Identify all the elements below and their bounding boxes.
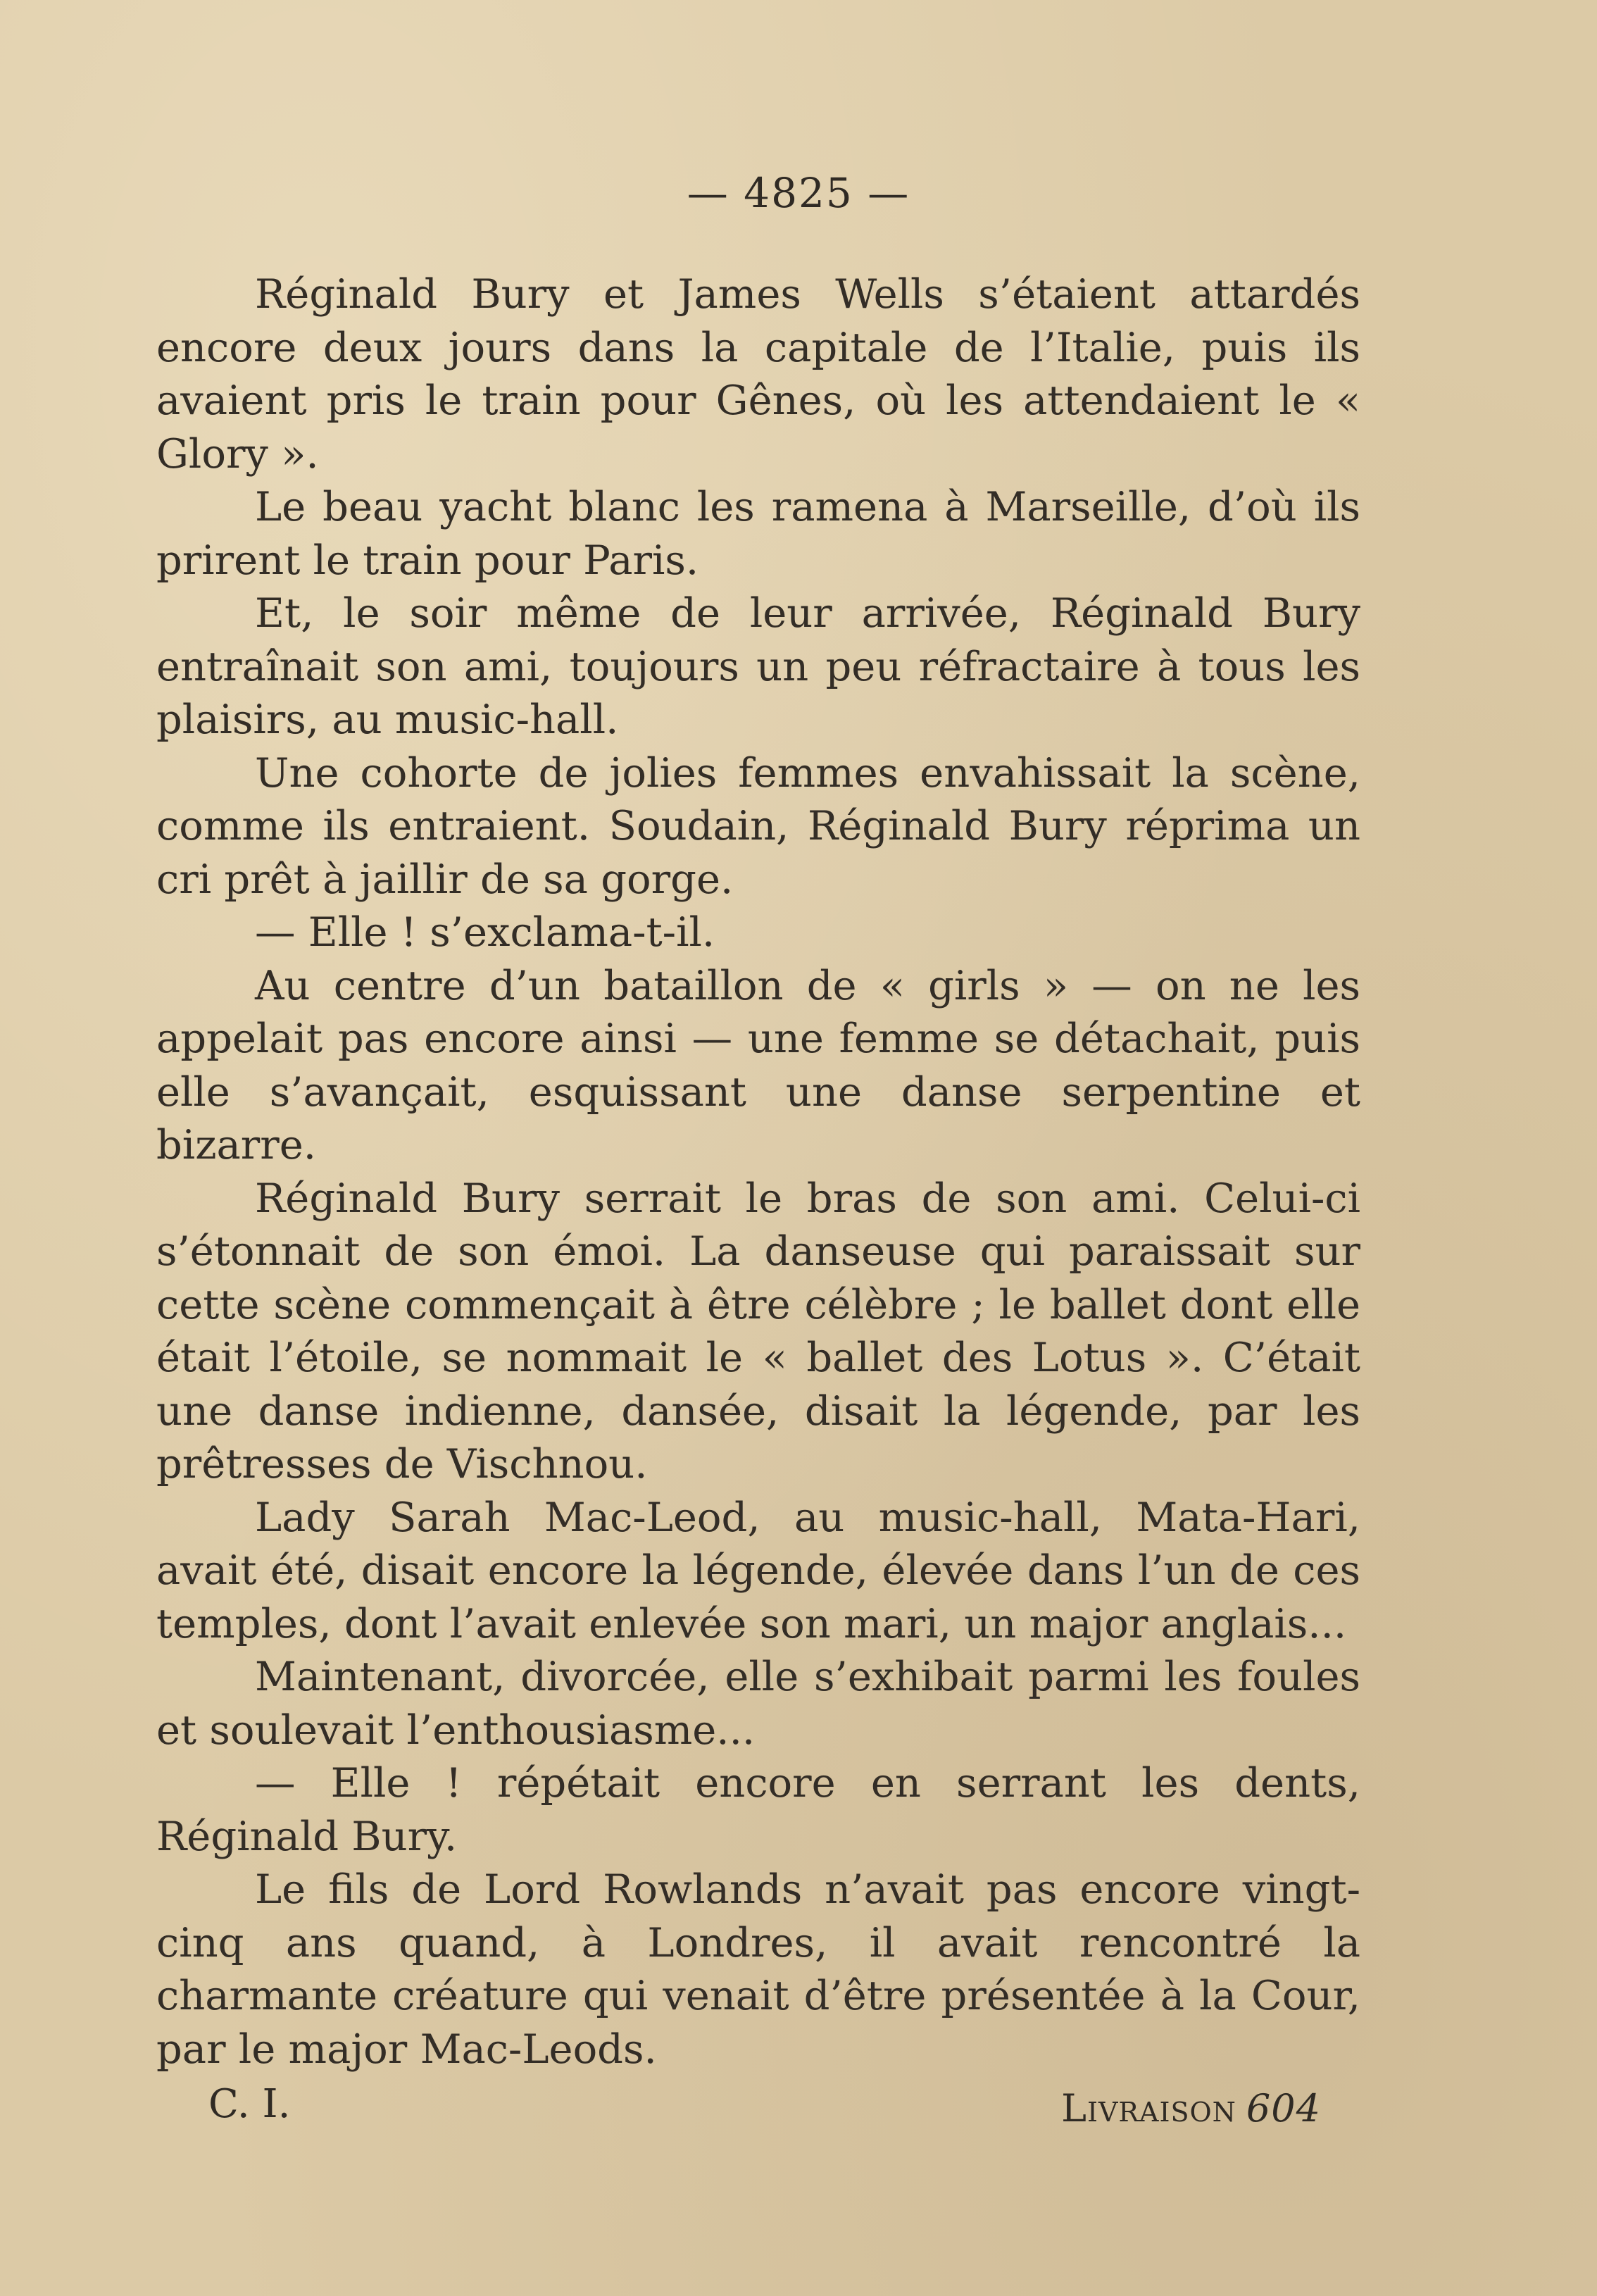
footer-livraison (1061, 2086, 1321, 2130)
paragraph: Réginald Bury et James Wells s’étaient attardés encore deux jours dans la capitale de l’Italie, puis ils avaient pris le train pour Gênes, où les attendaient le « Glory ». (156, 270, 1360, 478)
paragraph: Le fils de Lord Rowlands n’avait pas encore vingt-cinq ans quand, à Londres, il avait rencontré la charmante créature qui venait d’être présentée à la Cour, par le major Mac-Leods. (156, 1866, 1360, 2073)
footer-signature: C. I. (208, 2081, 291, 2127)
paragraph: Le beau yacht blanc les ramena à Marseille, d’où ils prirent le train pour Paris. (156, 483, 1360, 584)
paragraph: Et, le soir même de leur arrivée, Réginald Bury entraînait son ami, toujours un peu réfractaire à tous les plaisirs, au music-hall. (156, 589, 1360, 743)
paragraph: Une cohorte de jolies femmes envahissait la scène, comme ils entraient. Soudain, Réginald Bury réprima un cri prêt à jaillir de sa gorge. (156, 749, 1360, 903)
paragraph: Réginald Bury serrait le bras de son ami. Celui-ci s’étonnait de son émoi. La danseuse qui paraissait sur cette scène commençait à être célèbre ; le ballet dont elle était l’étoile, se nommait le « ballet des Lotus ». C’était une danse indienne, dansée, disait la légende, par les prêtresses de Vischnou. (156, 1174, 1360, 1487)
paragraph: — Elle ! répétait encore en serrant les dents, Réginald Bury. (156, 1759, 1360, 1860)
paragraph: Maintenant, divorcée, elle s’exhibait parmi les foules et soulevait l’enthousiasme... (156, 1653, 1360, 1754)
paragraph: — Elle ! s’exclama-t-il. (255, 909, 715, 956)
body-text (156, 268, 1360, 2076)
page-number: — 4825 — (687, 169, 910, 217)
paragraph: Lady Sarah Mac-Leod, au music-hall, Mata-Hari, avait été, disait encore la légende, élevée dans l’un de ces temples, dont l’avait enlevée son mari, un major anglais... (156, 1493, 1360, 1647)
livraison-label: Livraison (1061, 2086, 1236, 2130)
paragraph: Au centre d’un bataillon de « girls » — on ne les appelait pas encore ainsi — une femme se détachait, puis elle s’avançait, esquissant une danse serpentine et bizarre. (156, 961, 1360, 1168)
livraison-number: 604 (1246, 2086, 1321, 2130)
